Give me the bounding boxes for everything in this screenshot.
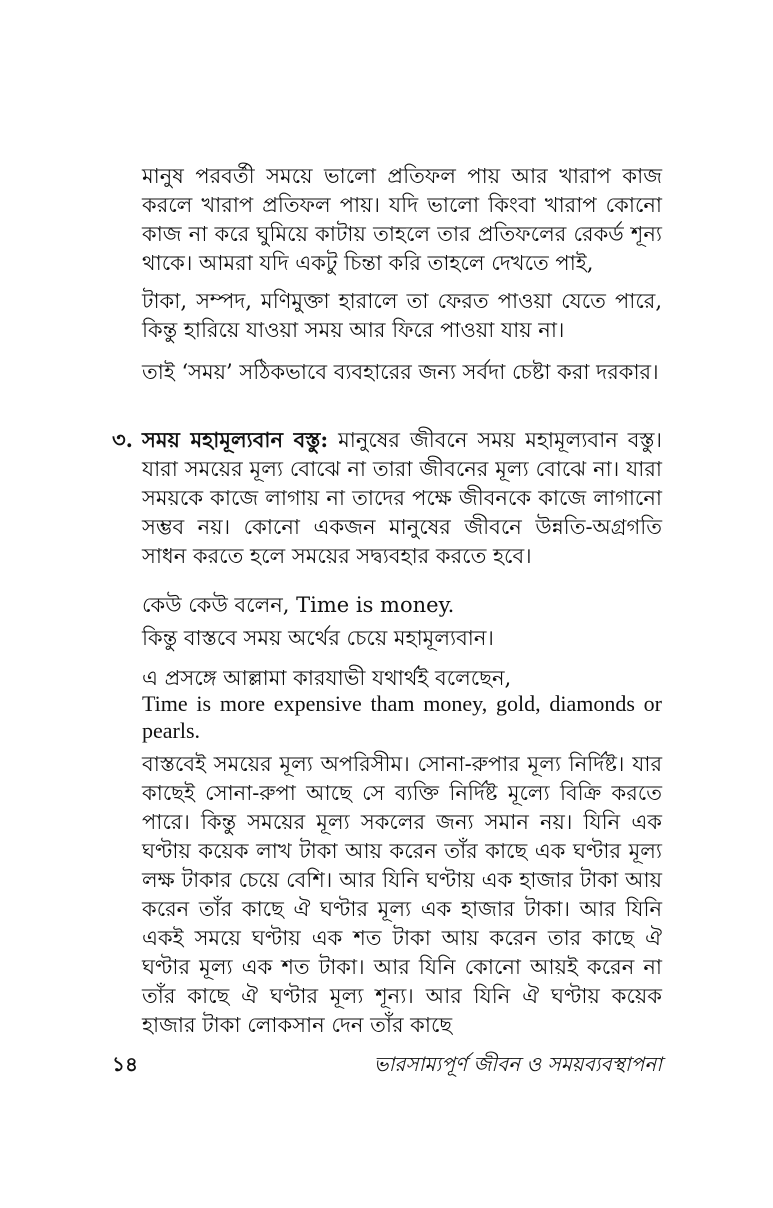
paragraph-3: তাই ‘সময়’ সঠিকভাবে ব্যবহারের জন্য সর্বদা চেষ্টা করা দরকার।: [142, 360, 659, 384]
paragraph-5: কেউ কেউ বলেন, Time is money.: [142, 593, 455, 617]
paragraph-1: মানুষ পরবর্তী সময়ে ভালো প্রতিফল পায় আর খারাপ কাজ করলে খারাপ প্রতিফল পায়। যদি ভালো কিংবা খারাপ কোনো কাজ না করে ঘুমিয়ে কাটায় তাহলে তার প্রতিফলের রেকর্ড শূন্য থাকে। আমরা যদি একটু চিন্তা করি তাহলে দেখতে পাই,: [142, 164, 662, 275]
paragraph-7: এ প্রসঙ্গে আল্লামা কারযাভী যথার্থই বলেছেন,: [142, 666, 512, 690]
paragraph-2: টাকা, সম্পদ, মণিমুক্তা হারালে তা ফেরত পাওয়া যেতে পারে, কিন্তু হারিয়ে যাওয়া সময় আর ফিরে পাওয়া যায় না।: [142, 289, 662, 342]
section-number: ৩.: [112, 427, 133, 452]
section-body: মানুষের জীবনে সময় মহামূল্যবান বস্তু। যারা সময়ের মূল্য বোঝে না তারা জীবনের মূল্য বোঝে না। যারা সময়কে কাজে লাগায় না তাদের পক্ষে জীবনকে কাজে লাগানো সম্ভব নয়। কোনো একজন মানুষের জীবনে উন্নতি-অগ্রগতি সাধন করতে হলে সময়ের সদ্ব্যবহার করতে হবে।: [142, 428, 663, 568]
paragraph-6: কিন্তু বাস্তবে সময় অর্থের চেয়ে মহামূল্যবান।: [142, 626, 494, 650]
page-number: ১৪: [112, 1052, 138, 1076]
section-3-paragraph: [142, 425, 662, 571]
paragraph-9: বাস্তবেই সময়ের মূল্য অপরিসীম। সোনা-রুপার মূল্য নির্দিষ্ট। যার কাছেই সোনা-রুপা আছে সে ব্যক্তি নির্দিষ্ট মূল্যে বিক্রি করতে পারে। কিন্তু সময়ের মূল্য সকলের জন্য সমান নয়। যিনি এক ঘণ্টায় কয়েক লাখ টাকা আয় করেন তাঁর কাছে এক ঘণ্টার মূল্য লক্ষ টাকার চেয়ে বেশি। আর যিনি ঘণ্টায় এক হাজার টাকা আয় করেন তাঁর কাছে ঐ ঘণ্টার মূল্য এক হাজার টাকা। আর যিনি একই সময়ে ঘণ্টায় এক শত টাকা আয় করেন তার কাছে ঐ ঘণ্টার মূল্য এক শত টাকা। আর যিনি কোনো আয়ই করেন না তাঁর কাছে ঐ ঘণ্টার মূল্য শূন্য। আর যিনি ঐ ঘণ্টায় কয়েক হাজার টাকা লোকসান দেন তাঁর কাছে: [142, 752, 662, 1037]
section-heading: সময় মহামূল্যবান বস্তু:: [142, 427, 329, 452]
quote-english: Time is more expensive tham money, gold, diamonds or pearls.: [142, 691, 662, 743]
book-title: ভারসাম্যপূর্ণ জীবন ও সময়ব্যবস্থাপনা: [373, 1052, 662, 1076]
